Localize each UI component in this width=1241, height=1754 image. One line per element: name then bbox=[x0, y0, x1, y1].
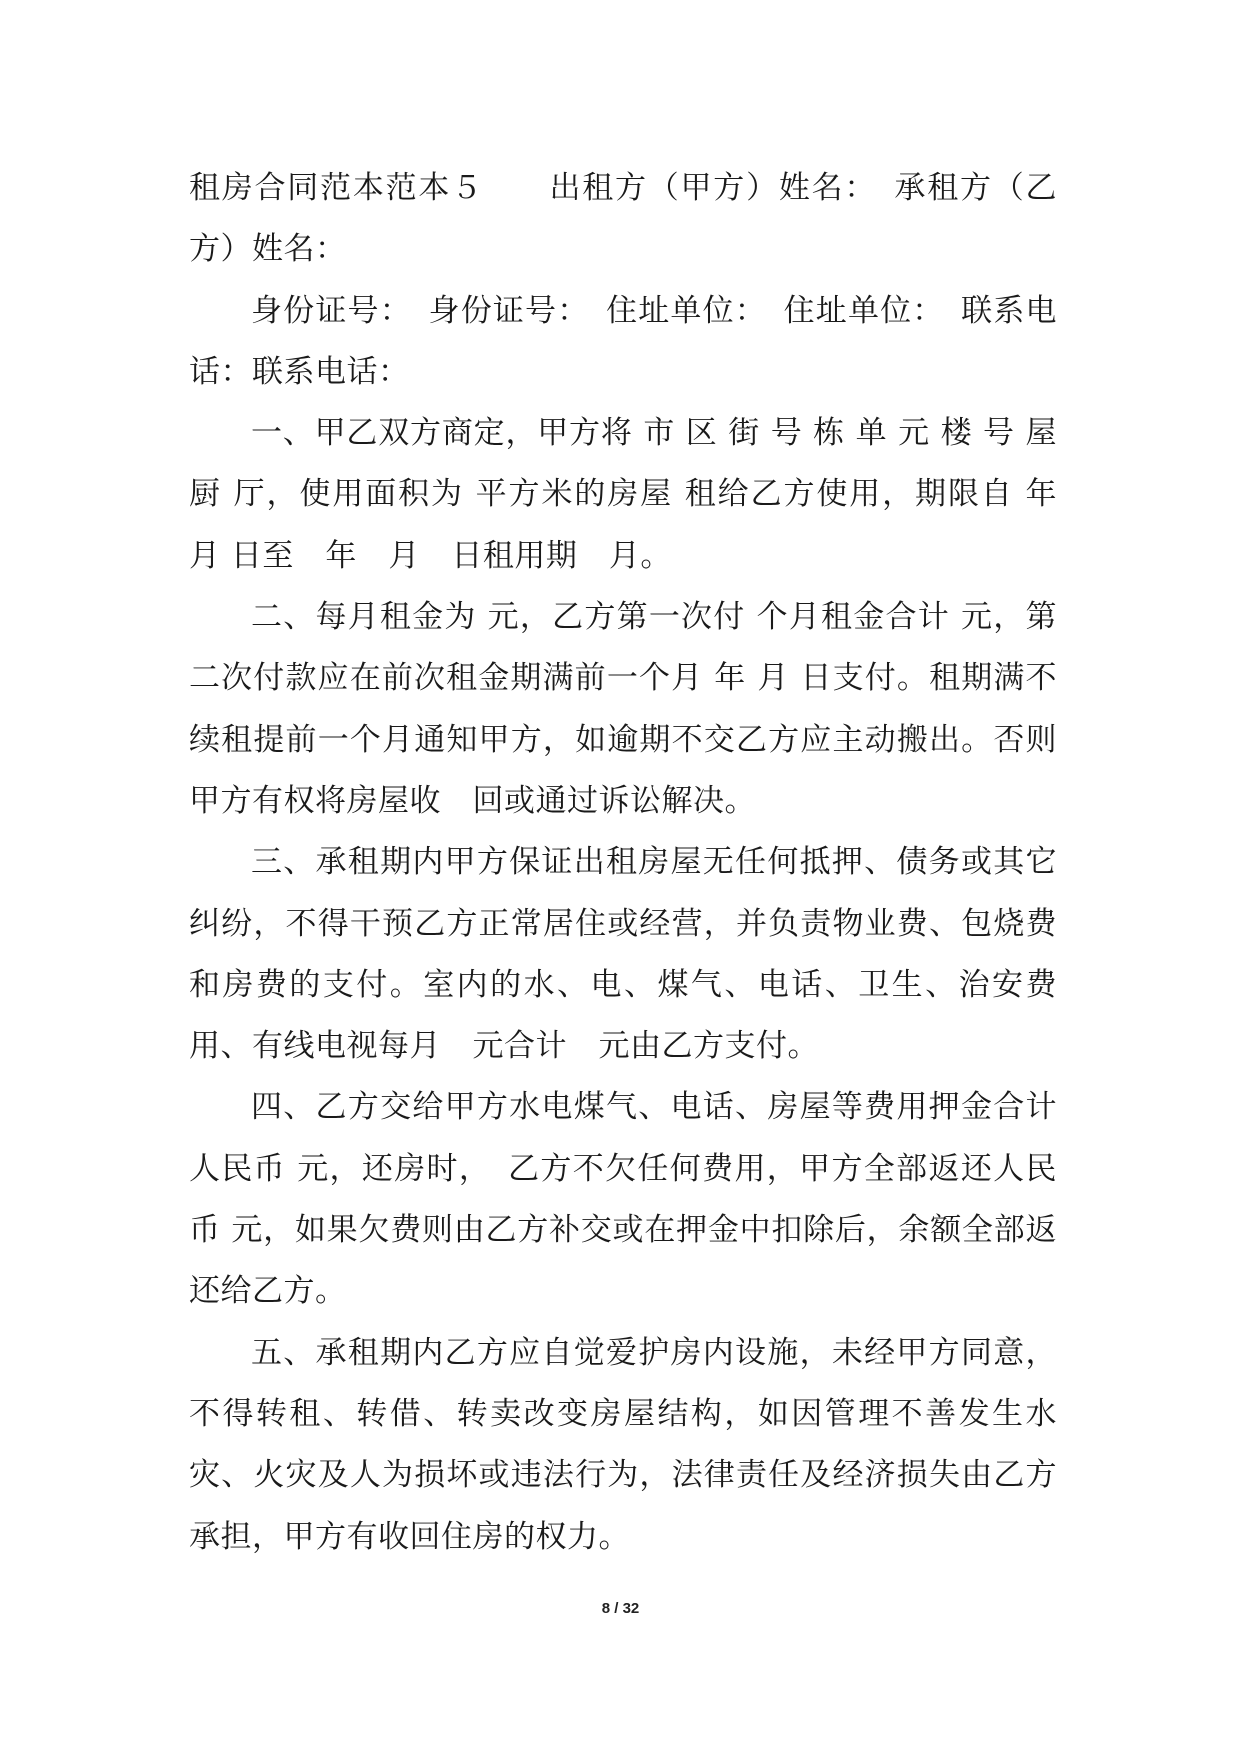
clause-5-paragraph: 五、承租期内乙方应自觉爱护房内设施，未经甲方同意，不得转租、转借、转卖改变房屋结构，如因管理不善发生水灾、火灾及人为损坏或违法行为，法律责任及经济损失由乙方承担，甲方有收回住房的权力。 bbox=[189, 1334, 1057, 1555]
clause-3-paragraph: 三、承租期内甲方保证出租房屋无任何抵押、债务或其它纠纷，不得干预乙方正常居住或经营，并负责物业费、包烧费和房费的支付。室内的水、电、煤气、电话、卫生、治安费用、有线电视每月 元合计 元由乙方支付。 bbox=[189, 844, 1057, 1065]
clause-1-paragraph: 一、甲乙双方商定，甲方将 市 区 街 号 栋 单 元 楼 号 屋 厨 厅，使用面积为 平方米的房屋 租给乙方使用，期限自 年 月 日至 年 月 日租用期 月。 bbox=[189, 415, 1057, 574]
identity-fields: 身份证号： 身份证号： 住址单位： 住址单位： 联系电话：联系电话： bbox=[189, 292, 1057, 390]
clause-4-paragraph: 四、乙方交给甲方水电煤气、电话、房屋等费用押金合计人民币 元，还房时， 乙方不欠任何费用，甲方全部返还人民币 元，如果欠费则由乙方补交或在押金中扣除后，余额全部返还给乙方。 bbox=[189, 1089, 1057, 1310]
page-number: 8 / 32 bbox=[601, 1600, 640, 1617]
document-body bbox=[189, 158, 1057, 1568]
clause-2-paragraph: 二、每月租金为 元，乙方第一次付 个月租金合计 元，第二次付款应在前次租金期满前一个月 年 月 日支付。租期满不续租提前一个月通知甲方，如逾期不交乙方应主动搬出。否则甲方有权将房屋收 回或通过诉讼解决。 bbox=[189, 599, 1057, 819]
contract-header: 租房合同范本范本５ 出租方（甲方）姓名： 承租方（乙方）姓名： bbox=[189, 170, 1057, 268]
